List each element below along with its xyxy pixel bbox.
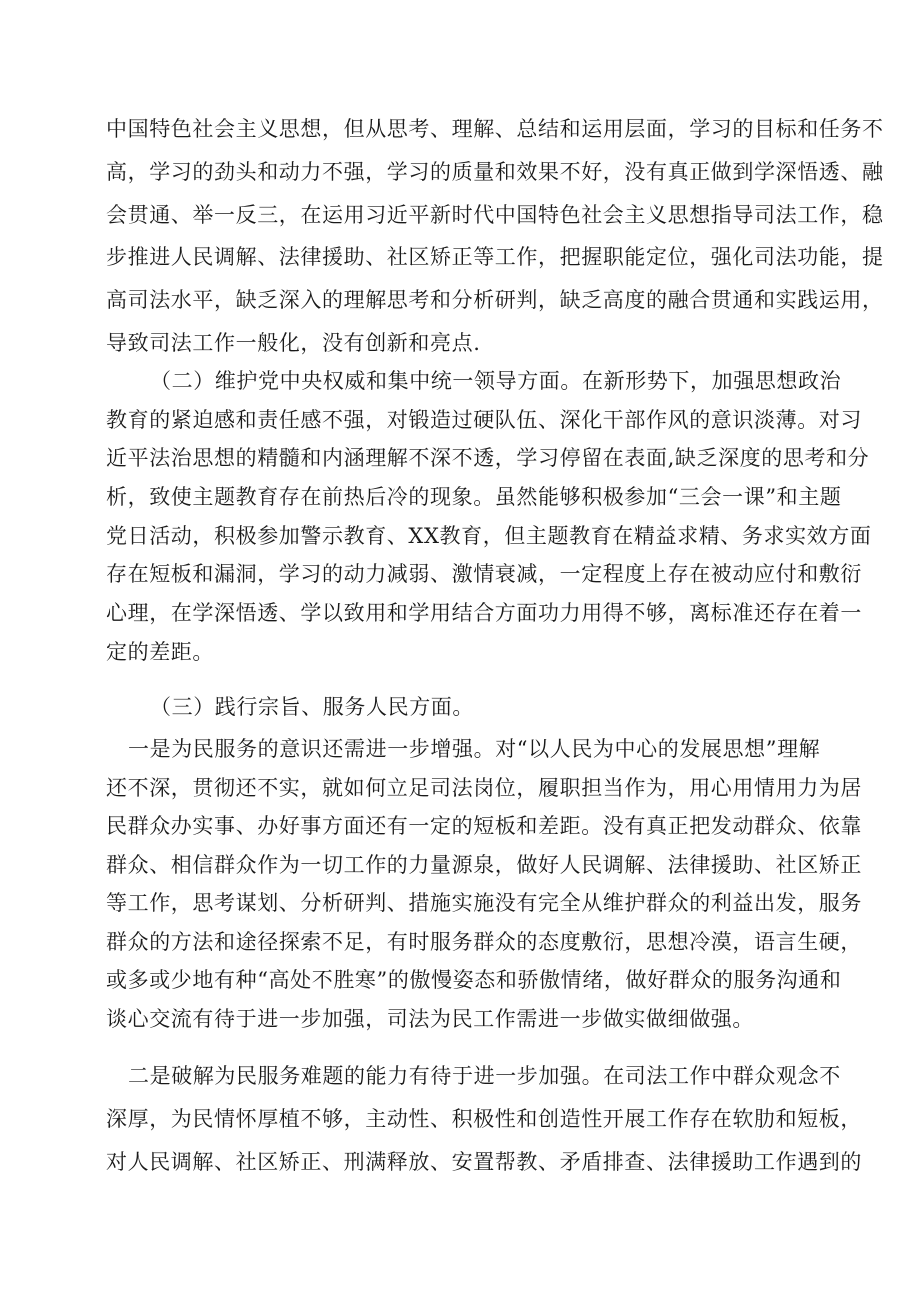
text-line: 群众的方法和途径探索不足，有时服务群众的态度敷衍，思想冷漠，语言生硬，	[106, 930, 862, 954]
text-line: 等工作，思考谋划、分析研判、措施实施没有完全从维护群众的利益出发，服务	[106, 891, 862, 915]
section-heading: （二）维护党中央权威和集中统一领导方面。在新形势下，加强思想政治	[150, 369, 842, 393]
text-line: 群众、相信群众作为一切工作的力量源泉，做好人民调解、法律援助、社区矫正	[106, 853, 862, 877]
text-line: 中国特色社会主义思想，但从思考、理解、总结和运用层面，学习的目标和任务不	[106, 117, 884, 141]
text-line: 谈心交流有待于进一步加强，司法为民工作需进一步做实做细做强。	[106, 1007, 754, 1031]
text-line: 步推进人民调解、法律援助、社区矫正等工作，把握职能定位，强化司法功能，提	[106, 245, 884, 269]
text-line: 近平法治思想的精髓和内涵理解不深不透，学习停留在表面,缺乏深度的思考和分	[106, 446, 870, 470]
text-line: 或多或少地有种“高处不胜寒”的傲慢姿态和骄傲情绪，做好群众的服务沟通和	[106, 968, 842, 992]
text-line: 高，学习的劲头和动力不强，学习的质量和效果不好，没有真正做到学深悟透、融	[106, 160, 884, 184]
text-line: 定的差距。	[106, 640, 214, 664]
text-line: 存在短板和漏洞，学习的动力减弱、激情衰减，一定程度上存在被动应付和敷衍	[106, 562, 862, 586]
section-heading: （三）践行宗旨、服务人民方面。	[150, 695, 474, 719]
text-line: 心理，在学深悟透、学以致用和学用结合方面功力用得不够，离标准还存在着一	[106, 601, 862, 625]
text-line: 导致司法工作一般化，没有创新和亮点.	[106, 331, 481, 355]
text-line: 民群众办实事、办好事方面还有一定的短板和差距。没有真正把发动群众、依靠	[106, 814, 862, 838]
text-line: 党日活动，积极参加警示教育、XX教育，但主题教育在精益求精、务求实效方面	[106, 524, 872, 548]
text-line: 对人民调解、社区矫正、刑满释放、安置帮教、矛盾排查、法律援助工作遇到的	[106, 1150, 862, 1174]
text-line: 深厚，为民情怀厚植不够，主动性、积极性和创造性开展工作存在软肋和短板，	[106, 1107, 862, 1131]
text-line: 高司法水平，缺乏深入的理解思考和分析研判，缺乏高度的融合贯通和实践运用，	[106, 288, 884, 312]
text-line: 一是为民服务的意识还需进一步增强。对“以人民为中心的发展思想”理解	[128, 737, 821, 761]
text-line: 二是破解为民服务难题的能力有待于进一步加强。在司法工作中群众观念不	[128, 1064, 841, 1088]
text-line: 还不深，贯彻还不实，就如何立足司法岗位，履职担当作为，用心用情用力为居	[106, 776, 862, 800]
text-line: 析，致使主题教育存在前热后冷的现象。虽然能够积极参加“三会一课”和主题	[106, 485, 842, 509]
text-line: 会贯通、举一反三，在运用习近平新时代中国特色社会主义思想指导司法工作，稳	[106, 203, 884, 227]
text-line: 教育的紧迫感和责任感不强，对锻造过硬队伍、深化干部作风的意识淡薄。对习	[106, 408, 862, 432]
